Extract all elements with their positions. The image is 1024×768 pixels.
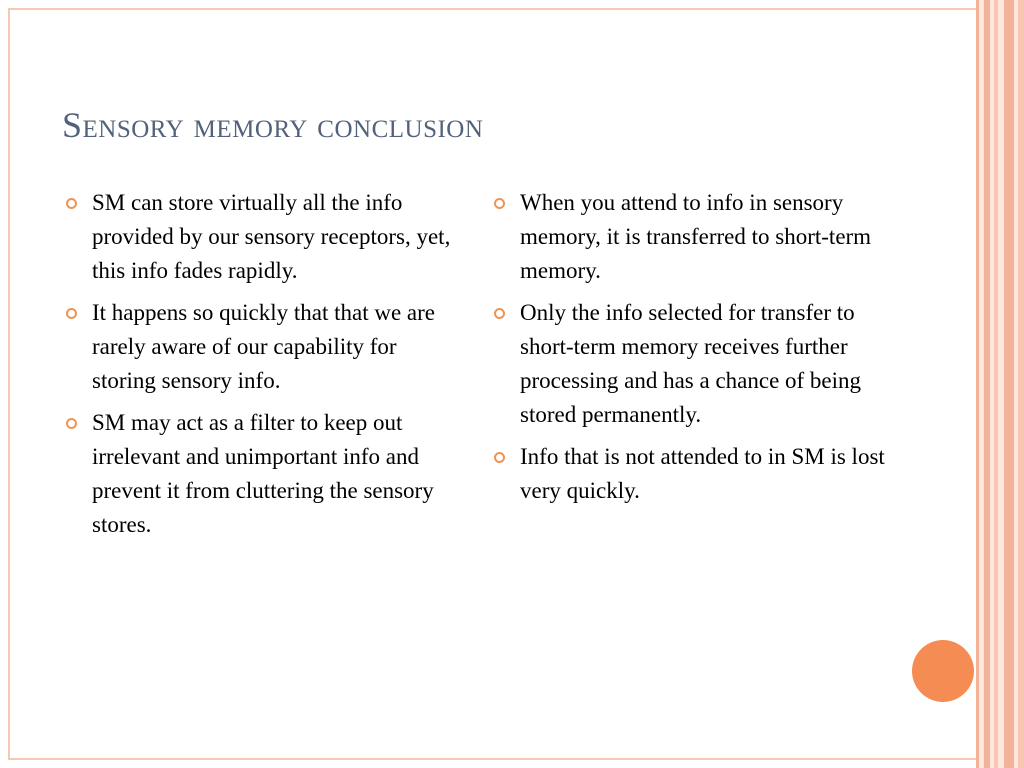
decorative-orb (912, 640, 974, 702)
bullet-text: It happens so quickly that that we are rarely aware of our capability for storing sensory info. (92, 300, 435, 393)
bullet-text: Only the info selected for transfer to short-term memory receives further processing and has a chance of being stored permanently. (520, 300, 862, 427)
bullet-item (488, 186, 888, 288)
bullet-text: When you attend to info in sensory memory, it is transferred to short-term memory. (520, 190, 872, 283)
stripe (976, 0, 979, 768)
stripe (1018, 0, 1024, 768)
bullet-ring-icon (494, 198, 505, 209)
decorative-stripes (976, 0, 1024, 768)
left-column (60, 186, 460, 550)
bullet-text: SM may act as a filter to keep out irrelevant and unimportant info and prevent it from cluttering the sensory stores. (92, 410, 434, 537)
stripe (994, 0, 998, 768)
frame-bottom-line (8, 758, 976, 760)
bullet-item (60, 406, 460, 542)
bullet-ring-icon (494, 308, 505, 319)
frame-left-line (8, 8, 10, 760)
right-column (488, 186, 888, 516)
bullet-text: Info that is not attended to in SM is lost very quickly. (520, 444, 885, 503)
bullet-item (488, 296, 888, 432)
bullet-item (60, 186, 460, 288)
bullet-text: SM can store virtually all the info provided by our sensory receptors, yet, this info fades rapidly. (92, 190, 451, 283)
bullet-ring-icon (494, 452, 505, 463)
bullet-ring-icon (66, 198, 77, 209)
slide-title: Sensory memory conclusion (62, 105, 484, 145)
bullet-item (488, 440, 888, 508)
left-bullet-list (60, 186, 460, 542)
bullet-item (60, 296, 460, 398)
bullet-ring-icon (66, 308, 77, 319)
right-bullet-list (488, 186, 888, 508)
stripe (1004, 0, 1014, 768)
bullet-ring-icon (66, 418, 77, 429)
stripe (984, 0, 990, 768)
frame-top-line (8, 8, 976, 10)
